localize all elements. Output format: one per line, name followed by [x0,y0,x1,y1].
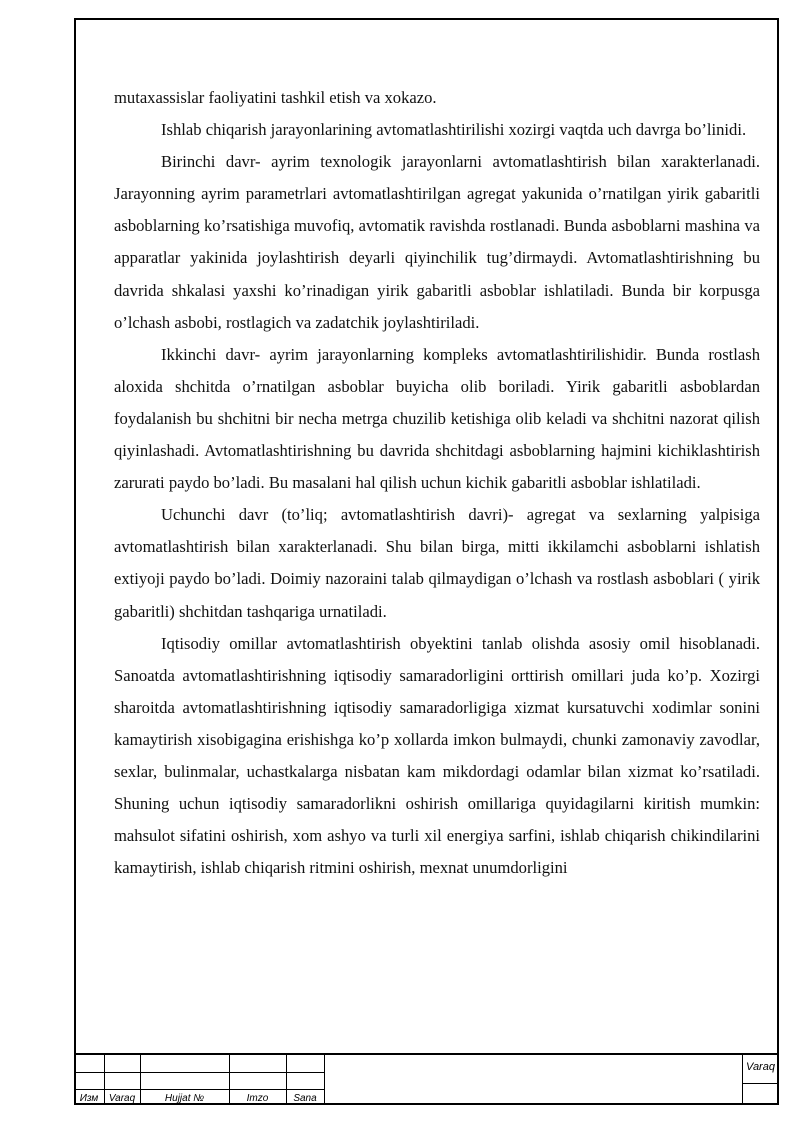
stamp-varaq-label: Varaq [108,1093,136,1104]
stamp-sana-label: Sana [293,1093,317,1104]
stamp-col-line [324,1055,325,1105]
paragraph-1: mutaxassislar faoliyatini tashkil etish va xokazo. [114,88,437,107]
paragraph-5: Uchunchi davr (to’liq; avtomatlashtirish davri)- agregat va sexlarning yalpisiga avtomatlashtirish bilan xarakterlanadi. Shu bilan birga, mitti ikkilamchi asboblarni ishlatish extiyoji paydo bo’ladi. Doimiy nazoraini talab qilmaydigan o’lchash va rostlash asboblari ( yirik gabaritli) shchitdan tashqariga urnatiladi. [114,505,760,621]
stamp-hujjat-label: Hujjat № [164,1093,205,1104]
paragraph-6: Iqtisodiy omillar avtomatlashtirish obyektini tanlab olishda asosiy omil hisoblanadi. Sanoatda avtomatlashtirishning iqtisodiy samaradorligini orttirish omillari juda ko’p. Xozirgi sharoitda avtomatlashtirishning iqtisodiy samaradorligiga xizmat kursatuvchi xodimlar sonini kamaytirish xisobigagina erishishga ko’p xollarda imkon bulmaydi, chunki zamonaviy zavodlar, sexlar, bulinmalar, uchastkalarga nisbatan kam mikdordagi odamlar bilan xizmat ko’rsatiladi. Shuning uchun iqtisodiy samaradorlikni oshirish omillariga quyidagilarni kiritish mumkin: mahsulot sifatini oshirish, xom ashyo va turli xil energiya sarfini, ishlab chiqarish chikindilarini kamaytirish, ishlab chiqarish ritmini oshirish, mexnat unumdorligini [114,633,760,878]
stamp-sheet-label: Varaq [746,1061,775,1073]
paragraph-3: Birinchi davr- ayrim texnologik jarayonlarni avtomatlashtirish bilan xarakterlanadi. Jarayonning ayrim parametrlari avtomatlashtirilgan agregat yakunida o’rnatilgan yirik gabaritli asboblarning ko’rsatishiga muvofiq, avtomatik ravishda rostlanadi. Bunda asboblarni mashina va apparatlar yakinida joylashtirish deyarli qiyinchilik tug’dirmaydi. Avtomatlashtirishning bu davrida shkalasi yaxshi ko’rinadigan yirik gabaritli asboblar ishlatiladi. Bunda bir korpusga o’lchash asbobi, rostlagich va zadatchik joylashtiriladi. [114,152,760,332]
document-body [114,82,760,884]
title-block [74,1053,779,1105]
stamp-imzo-label: Imzo [246,1093,269,1104]
paragraph-2: Ishlab chiqarish jarayonlarining avtomatlashtirilishi xozirgi vaqtda uch davrga bo’linidi. [161,120,747,140]
stamp-izm-label: Изм [79,1093,99,1104]
stamp-row-line [742,1083,779,1084]
paragraph-4: Ikkinchi davr- ayrim jarayonlarning kompleks avtomatlashtirilishidir. Bunda rostlash aloxida shchitda o’rnatilgan asboblar buyicha olib boriladi. Yirik gabaritli asboblardan foydalanish bu shchitni bir necha metrga chuzilib ketishiga olib keladi va shchitni nazorat qilish qiyinlashadi. Avtomatlashtirishning bu davrida shchitdagi asboblarning hajmini kichiklashtirish zarurati paydo bo’ladi. Bu masalani hal qilish uchun kichik gabaritli asboblar ishlatiladi. [114,344,760,493]
